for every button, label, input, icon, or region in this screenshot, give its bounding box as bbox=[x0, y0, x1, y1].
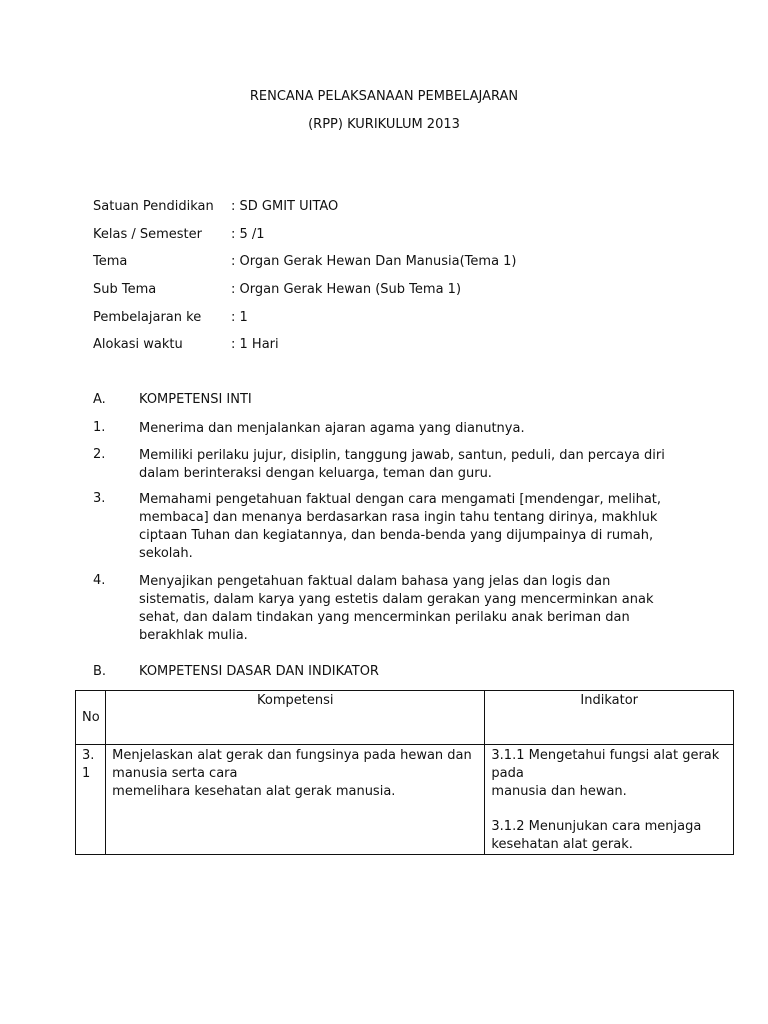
ki-item-number: 2. bbox=[93, 447, 106, 462]
document-title-line-1: RENCANA PELAKSANAAN PEMBELAJARAN bbox=[249, 89, 519, 104]
cell-no-line: 1 bbox=[82, 766, 91, 781]
identity-label: Sub Tema bbox=[93, 282, 157, 297]
ki-item-number: 1. bbox=[93, 420, 106, 435]
indikator-line: manusia dan hewan. bbox=[491, 784, 627, 799]
indikator-spacer bbox=[491, 801, 727, 818]
identity-value: : 1 Hari bbox=[231, 337, 279, 352]
document-title-line-2: (RPP) KURIKULUM 2013 bbox=[308, 117, 460, 132]
indikator-line: kesehatan alat gerak. bbox=[491, 837, 633, 852]
ki-item-number: 3. bbox=[93, 491, 106, 506]
ki-item-text: Memiliki perilaku jujur, disiplin, tanggung jawab, santun, peduli, dan percaya diri dalam berinteraksi dengan keluarga, teman dan guru. bbox=[139, 448, 665, 481]
kompetensi-line: Menjelaskan alat gerak dan fungsinya pada hewan dan bbox=[112, 748, 472, 763]
section-title: KOMPETENSI DASAR DAN INDIKATOR bbox=[139, 664, 379, 679]
header-indikator: Indikator bbox=[485, 691, 734, 745]
identity-label: Tema bbox=[93, 254, 128, 269]
section-number: A. bbox=[93, 392, 106, 407]
cell-no-line: 3. bbox=[82, 748, 95, 763]
section-number: B. bbox=[93, 664, 107, 679]
table-row bbox=[76, 745, 734, 855]
indikator-line: 3.1.1 Mengetahui fungsi alat gerak bbox=[491, 748, 720, 763]
section-title: KOMPETENSI INTI bbox=[139, 392, 252, 407]
header-no: No bbox=[76, 691, 106, 745]
identity-value: : Organ Gerak Hewan Dan Manusia(Tema 1) bbox=[231, 254, 517, 269]
ki-item-text: Memahami pengetahuan faktual dengan cara mengamati [mendengar, melihat, membaca] dan menanya berdasarkan rasa ingin tahu tentang dirinya, makhluk ciptaan Tuhan dan kegiatannya, dan benda-benda yang dijumpainya di rumah, sekolah. bbox=[139, 492, 662, 561]
indikator-line: 3.1.2 Menunjukan cara menjaga bbox=[491, 819, 702, 834]
identity-label: Kelas / Semester bbox=[93, 227, 202, 242]
cell-no bbox=[76, 745, 106, 855]
kompetensi-table bbox=[75, 690, 734, 855]
kompetensi-line: manusia serta cara bbox=[112, 766, 238, 781]
cell-kompetensi bbox=[106, 745, 485, 855]
identity-label: Satuan Pendidikan bbox=[93, 199, 214, 214]
ki-item-text: Menyajikan pengetahuan faktual dalam bahasa yang jelas dan logis dan sistematis, dalam karya yang estetis dalam gerakan yang mencerminkan anak sehat, dan dalam tindakan yang mencerminkan perilaku anak beriman dan berakhlak mulia. bbox=[139, 574, 654, 643]
identity-value: : SD GMIT UITAO bbox=[231, 199, 339, 214]
indikator-line: pada bbox=[491, 766, 524, 781]
ki-item-number: 4. bbox=[93, 573, 106, 588]
identity-value: : Organ Gerak Hewan (Sub Tema 1) bbox=[231, 282, 462, 297]
table-header-row bbox=[76, 691, 734, 745]
identity-label: Pembelajaran ke bbox=[93, 310, 202, 325]
identity-label: Alokasi waktu bbox=[93, 337, 183, 352]
identity-value: : 5 /1 bbox=[231, 227, 265, 242]
header-kompetensi: Kompetensi bbox=[106, 691, 485, 745]
ki-item-text: Menerima dan menjalankan ajaran agama yang dianutnya. bbox=[139, 421, 525, 436]
kompetensi-line: memelihara kesehatan alat gerak manusia. bbox=[112, 784, 396, 799]
identity-value: : 1 bbox=[231, 310, 248, 325]
cell-indikator bbox=[485, 745, 734, 855]
